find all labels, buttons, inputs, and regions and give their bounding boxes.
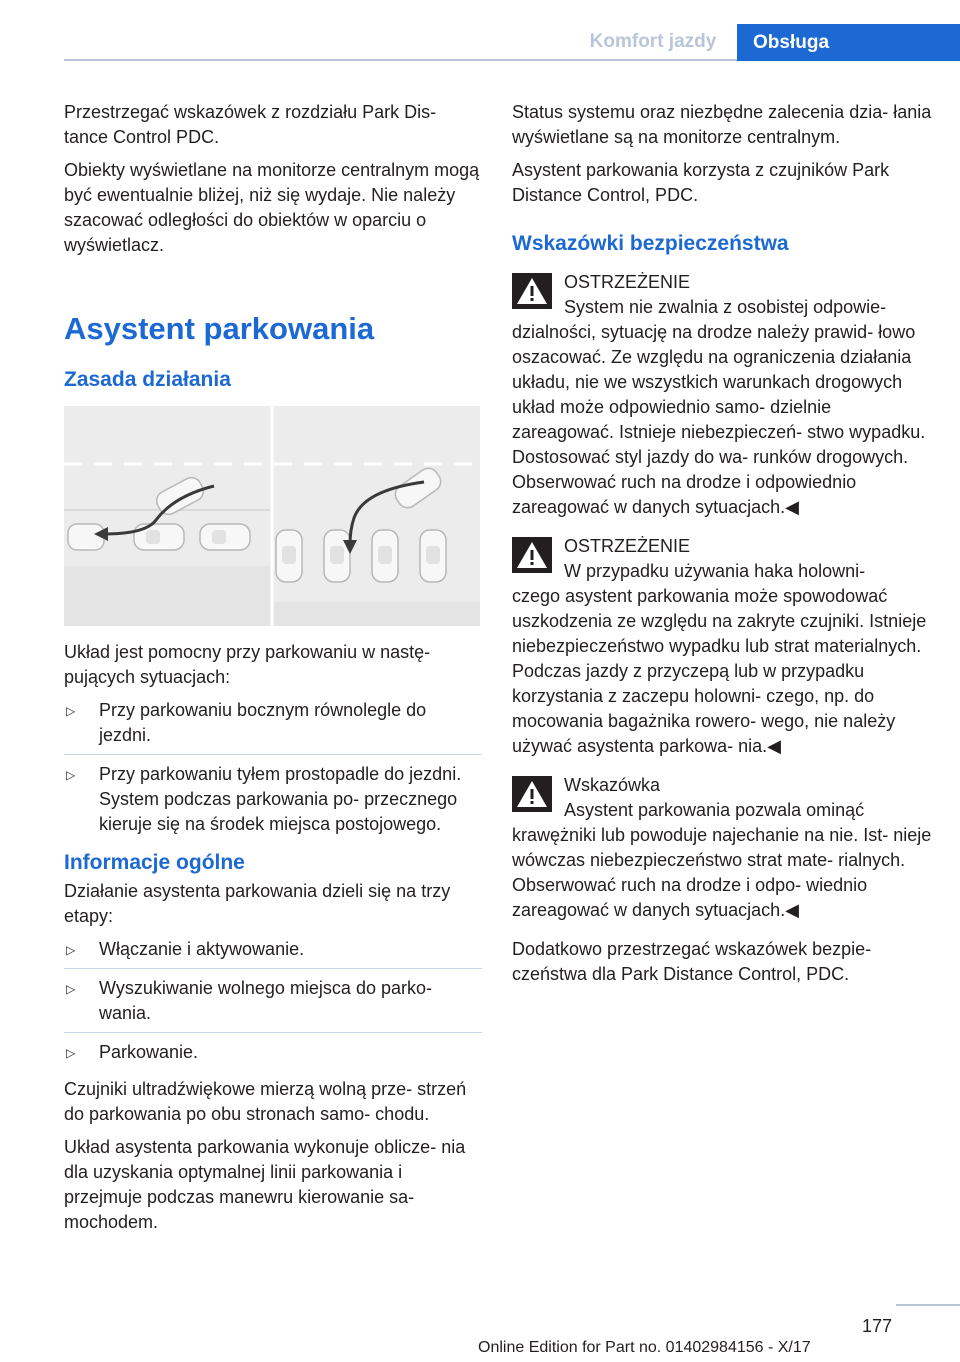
- principle-heading: Zasada działania: [64, 368, 231, 391]
- warning-lead: W przypadku używania haka holowni‐: [564, 561, 866, 581]
- warning-triangle-icon: [512, 776, 552, 812]
- note-lead: Asystent parkowania pozwala ominąć: [564, 800, 865, 820]
- list-item: ▷ Włączanie i aktywowanie.: [64, 937, 482, 969]
- right-column: [512, 100, 932, 995]
- warning-text: dzialności, sytuację na drodze należy prawid‐ łowo oszacować. Ze względu na ograniczenia działania układu, nie we wszystkich warunkach drogowych układ może odpowiednio samo‐ dzielnie zareagować. Istnieje niebezpieczeń‐ stwo wypadku. Dostosować styl jazdy do wa‐ runków drogowych. Obserwować ruch na drodze i odpowiednio zareagować w danych sytuacjach.◀: [512, 322, 926, 517]
- warning-triangle-icon: [512, 537, 552, 573]
- intro-paragraph-pdc: Przestrzegać wskazówek z rozdziału Park Dis‐ tance Control PDC.: [64, 102, 437, 147]
- warning-text: czego asystent parkowania może spowodować uszkodzenia ze względu na zakryte czujniki. Istnieje niebezpieczeństwo wypadku lub strat materialnych. Podczas jazdy z przyczepą lub w przypadku korzystania z zaczepu holowni‐ czego, np. do mocowania bagażnika rowero‐ wego, nie należy używać asystenta parkowa‐ nia.◀: [512, 586, 927, 756]
- list-item: ▷ Parkowanie.: [64, 1040, 482, 1071]
- stages-list: [64, 937, 482, 1071]
- triangle-bullet-icon: ▷: [66, 982, 76, 996]
- additional-paragraph: Dodatkowo przestrzegać wskazówek bezpie‐ czeństwa dla Park Distance Control, PDC.: [512, 939, 872, 984]
- triangle-bullet-icon: ▷: [66, 768, 76, 782]
- list-item: ▷ Wyszukiwanie wolnego miejsca do parko‐ wania.: [64, 976, 482, 1033]
- list-item: ▷ Przy parkowaniu bocznym równolegle do jezdni.: [64, 698, 482, 755]
- status-paragraph: Status systemu oraz niezbędne zalecenia dzia‐ łania wyświetlane są na monitorze centralnym.: [512, 102, 932, 147]
- note-block: [512, 773, 932, 923]
- triangle-bullet-icon: ▷: [66, 943, 76, 957]
- warning-block: [512, 534, 932, 759]
- footer-rule: [896, 1304, 960, 1306]
- note-text: krawężniki lub powoduje najechanie na nie. Ist‐ nieje wówczas niebezpieczeństwo strat mate‐ rialnych. Obserwować ruch na drodze i odpo‐ wiednio zareagować w danych sytuacjach.◀: [512, 825, 932, 920]
- warning-title: OSTRZEŻENIE: [564, 536, 691, 556]
- list-item: ▷ Przy parkowaniu tyłem prostopadle do jezdni. System podczas parkowania po‐ przecznego kieruje się na środek miejsca postojowego.: [66, 764, 462, 834]
- triangle-bullet-icon: ▷: [66, 704, 76, 718]
- warning-block: [512, 270, 932, 520]
- warning-lead: System nie zwalnia z osobistej odpowie‐: [564, 297, 887, 317]
- pdc-paragraph: Asystent parkowania korzysta z czujników Park Distance Control, PDC.: [512, 160, 890, 205]
- header-chapter-label: Obsługa: [737, 24, 960, 61]
- situations-list: [64, 698, 482, 843]
- section-title: Asystent parkowania: [64, 311, 375, 346]
- general-heading: Informacje ogólne: [64, 851, 245, 874]
- triangle-bullet-icon: ▷: [66, 1046, 76, 1060]
- header-section-label: Komfort jazdy: [589, 31, 717, 52]
- sensors-paragraph: Czujniki ultradźwiękowe mierzą wolną prze‐ strzeń do parkowania po obu stronach samo‐ chodu.: [64, 1079, 467, 1124]
- warning-title: OSTRZEŻENIE: [564, 272, 691, 292]
- parking-illustration: [64, 406, 480, 626]
- left-column: [64, 100, 482, 1243]
- safety-heading: Wskazówki bezpieczeństwa: [512, 232, 789, 255]
- situations-intro: Układ jest pomocny przy parkowaniu w nastę‐ pujących sytuacjach:: [64, 642, 431, 687]
- edition-note: Online Edition for Part no. 01402984156 - X/17: [478, 1339, 811, 1356]
- warning-triangle-icon: [512, 273, 552, 309]
- calculation-paragraph: Układ asystenta parkowania wykonuje oblicze‐ nia dla uzyskania optymalnej linii parkowania i przejmuje podczas manewru kierowanie sa‐ mochodem.: [64, 1137, 466, 1232]
- intro-paragraph-distance: Obiekty wyświetlane na monitorze centralnym mogą być ewentualnie bliżej, niż się wydaje. Nie należy szacować odległości do obiektów w oparciu o wyświetlacz.: [64, 160, 480, 255]
- page-number: 177: [862, 1316, 893, 1336]
- note-title: Wskazówka: [564, 775, 661, 795]
- general-intro: Działanie asystenta parkowania dzieli się na trzy etapy:: [64, 881, 451, 926]
